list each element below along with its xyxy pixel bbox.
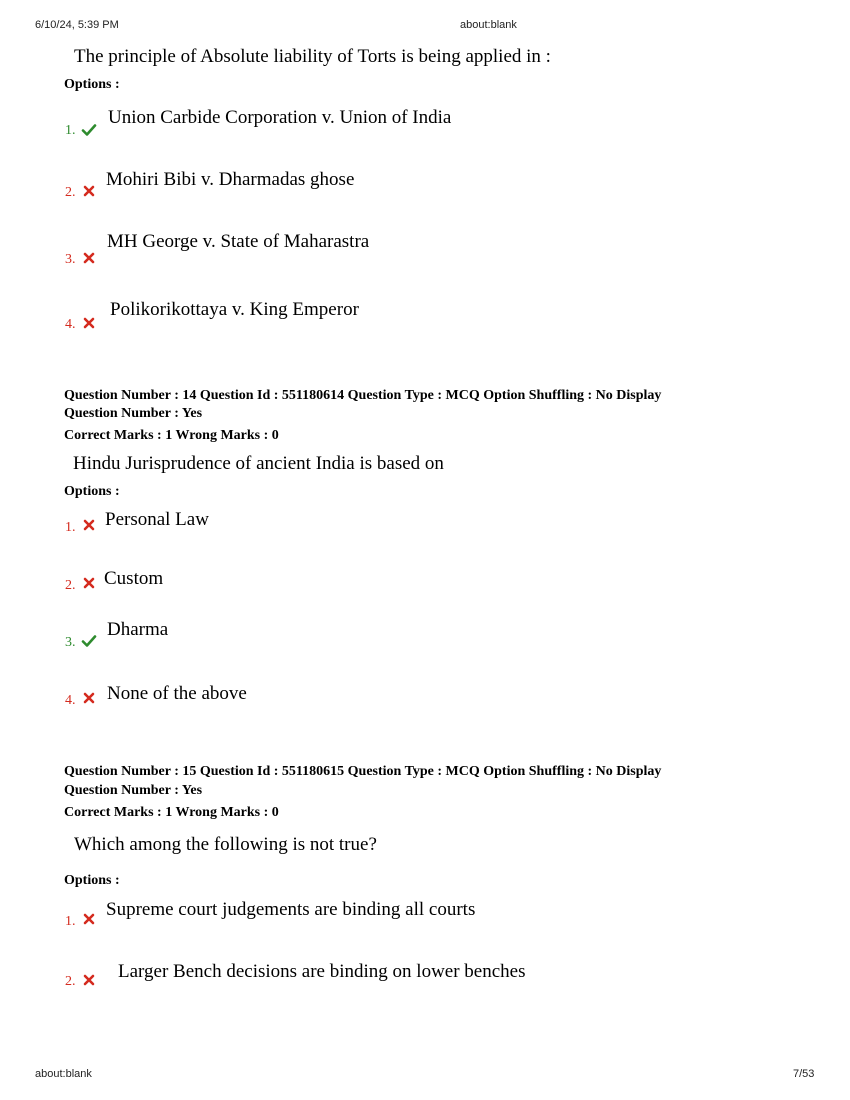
print-page-title: about:blank: [460, 19, 517, 31]
options-label: Options :: [64, 77, 120, 92]
option-number: 4.: [65, 317, 76, 332]
check-icon: [81, 122, 97, 138]
option-number: 1.: [65, 520, 76, 535]
print-footer-url: about:blank: [35, 1068, 92, 1080]
option-text: Larger Bench decisions are binding on lower benches: [118, 961, 526, 982]
option-text: Mohiri Bibi v. Dharmadas ghose: [106, 169, 355, 190]
option-number: 2.: [65, 185, 76, 200]
cross-icon: [81, 183, 97, 199]
option-text: Custom: [104, 568, 164, 589]
cross-icon: [81, 690, 97, 706]
question-15-marks: Correct Marks : 1 Wrong Marks : 0: [64, 805, 279, 820]
option-number: 3.: [65, 635, 76, 650]
check-icon: [81, 633, 97, 649]
cross-icon: [81, 972, 97, 988]
question-13-text: The principle of Absolute liability of Torts is being applied in :: [74, 46, 551, 67]
question-14-text: Hindu Jurisprudence of ancient India is based on: [73, 453, 444, 474]
options-label: Options :: [64, 873, 120, 888]
cross-icon: [81, 575, 97, 591]
option-text: Supreme court judgements are binding all courts: [106, 899, 476, 920]
options-label: Options :: [64, 484, 120, 499]
cross-icon: [81, 250, 97, 266]
option-text: None of the above: [107, 683, 247, 704]
option-text: MH George v. State of Maharastra: [107, 231, 370, 252]
option-number: 1.: [65, 914, 76, 929]
print-datetime: 6/10/24, 5:39 PM: [35, 19, 119, 31]
question-15-meta: Question Number : 15 Question Id : 551180615 Question Type : MCQ Option Shuffling : No Display: [64, 764, 662, 779]
question-14-marks: Correct Marks : 1 Wrong Marks : 0: [64, 428, 279, 443]
option-number: 3.: [65, 252, 76, 267]
option-text: Personal Law: [105, 509, 209, 530]
option-text: Dharma: [107, 619, 169, 640]
question-14-meta: Question Number : 14 Question Id : 551180614 Question Type : MCQ Option Shuffling : No Display: [64, 388, 662, 403]
option-text: Polikorikottaya v. King Emperor: [110, 299, 359, 320]
cross-icon: [81, 315, 97, 331]
question-15-text: Which among the following is not true?: [74, 834, 377, 855]
option-number: 2.: [65, 578, 76, 593]
option-text: Union Carbide Corporation v. Union of India: [108, 107, 452, 128]
cross-icon: [81, 911, 97, 927]
question-14-display: Question Number : Yes: [64, 406, 203, 421]
cross-icon: [81, 517, 97, 533]
question-15-display: Question Number : Yes: [64, 783, 203, 798]
option-number: 2.: [65, 974, 76, 989]
option-number: 1.: [65, 123, 76, 138]
option-number: 4.: [65, 693, 76, 708]
page-number: 7/53: [793, 1068, 815, 1080]
